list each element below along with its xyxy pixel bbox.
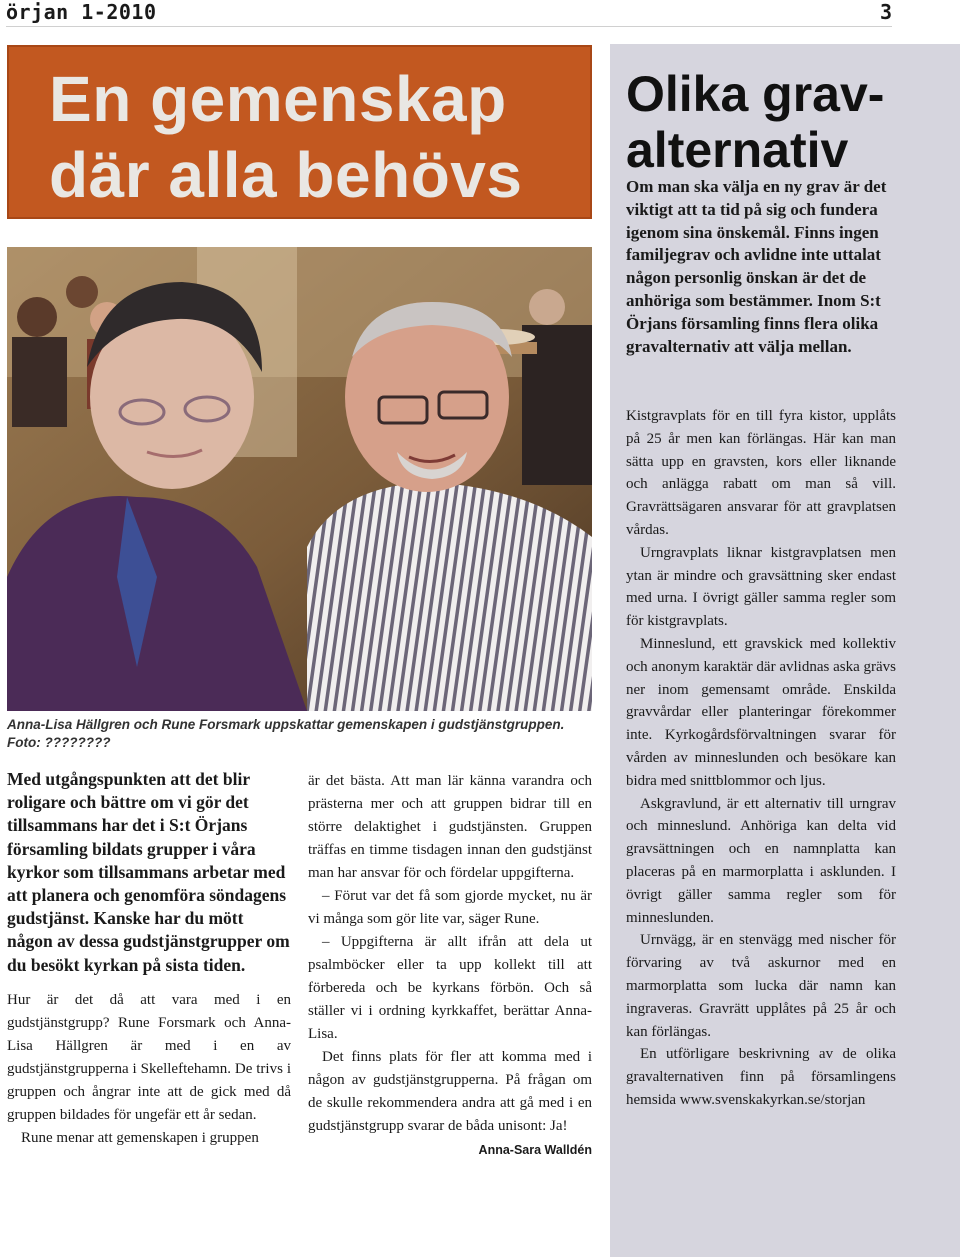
sidebar-paragraph: Minneslund, ett gravskick med kollektiv och anonym karaktär där avlidnas aska grävs ner inom gemensamt område. Enskilda gravvårdar eller planteringar förekommer inte. Kyrkogårdsförvaltningen svarar för vården av minneslunden och besökare kan bidra med snittblommor och ljus. xyxy=(626,635,896,789)
sidebar-body xyxy=(626,405,896,1112)
article-paragraph: Det finns plats för fler att komma med i någon av gudstjänstgrupperna. På frågan om de skulle rekommendera andra att gå med i en gudstjänstgrupp svarar de båda unisont: Ja! xyxy=(308,1049,592,1134)
sidebar-paragraph: Kistgravplats för en till fyra kistor, upplåts på 25 år men kan förlängas. Här kan man sätta upp en gravsten, kors eller liknande och anlägga rabatt om man så vill. Gravrättsägaren ansvarar för att gravplatsen vårdas. xyxy=(626,408,896,538)
sidebar-paragraph: En utförligare beskrivning av de olika gravalternativen finn på församlingens hemsida www.svenskakyrkan.se/storjan xyxy=(626,1046,896,1108)
page-number: 3 xyxy=(879,0,892,24)
sidebar-title-line-1: Olika grav- xyxy=(626,66,885,122)
caption-text: Anna-Lisa Hällgren och Rune Forsmark uppskattar gemenskapen i gudstjänstgruppen. xyxy=(7,717,565,732)
sidebar-title xyxy=(626,66,956,178)
article-paragraph: Hur är det då att vara med i en gudstjänstgrupp? Rune Forsmark och Anna-Lisa Hällgren är med i en av gudstjänstgrupperna i Skelleftehamn. De trivs i gruppen och ångrar inte att de gick med då gruppen bildades för ungefär ett år sedan. xyxy=(7,991,291,1123)
sidebar-paragraph: Askgravlund, är ett alternativ till urngrav och minneslund. Anhöriga kan delta vid gravsättningen och en namnplatta kan placeras på en marmorplatta i asklunden. I övrigt gäller samma regler som för minneslunden. xyxy=(626,795,896,926)
article-headline xyxy=(9,47,590,213)
sidebar-paragraph: Urnvägg, är en stenvägg med nischer för förvaring av två askurnor med en marmorplatta som lucka där namn kan ingraveras. Gravrätt upplåtes på 25 år och kan förlängas. xyxy=(626,932,896,1040)
headline-box xyxy=(7,45,592,219)
article-paragraph: är det bästa. Att man lär känna varandra och prästerna mer och att gruppen bidrar till en större delaktighet i gudstjänsten. Gruppen träffas en timme tisdagen innan den gudstjänst man har ansvar för och fördelar uppgifterna. xyxy=(308,773,592,881)
article-paragraph: – Förut var det få som gjorde mycket, nu är vi många som gör lite var, säger Rune. xyxy=(308,888,592,927)
headline-line-2: där alla behövs xyxy=(49,139,523,211)
byline: Anna-Sara Walldén xyxy=(478,1143,592,1157)
running-header: örjan 1-2010 xyxy=(6,0,157,24)
headline-line-1: En gemenskap xyxy=(49,63,507,135)
article-paragraph: Rune menar att gemenskapen i gruppen xyxy=(21,1129,259,1146)
article-column-2 xyxy=(308,770,592,1160)
article-photo xyxy=(7,247,592,711)
sidebar-lead: Om man ska välja en ny grav är det viktigt att ta tid på sig och fundera igenom sina önskemål. Finns ingen familjegrav och avlidne inte uttalat någon personlig önskan är det de anhöriga som bestämmer. Inom S:t Örjans församling finns flera olika gravalternativ att välja mellan. xyxy=(626,177,887,356)
article-paragraph: – Uppgifterna är allt ifrån att dela ut psalmböcker eller ta upp kollekt till att förbereda och be kyrkans förbön. Och så ställer vi i ordning kyrkkaffet, berättar Anna-Lisa. xyxy=(308,934,592,1042)
article-lead: Med utgångspunkten att det blir roligare och bättre om vi gör det tillsammans har det i S:t Örjans församling bildats grupper i våra kyrkor som tillsammans arbetar med att planera och genomföra söndagens gudstjänst. Kanske har du mött någon av dessa gudstjänstgrupper om du besökt kyrkan på sista tiden. xyxy=(7,769,290,975)
article-column-1 xyxy=(7,768,291,1150)
sidebar-paragraph: Urngravplats liknar kistgravplatsen men ytan är mindre och gravsättning sker endast med urna. I övrigt gäller samma regler som för kistgravplats. xyxy=(626,544,896,630)
photo-caption xyxy=(7,716,592,752)
photo-credit: Foto: ???????? xyxy=(7,735,111,750)
header-rule xyxy=(6,26,892,27)
sidebar-title-line-2: alternativ xyxy=(626,122,849,178)
